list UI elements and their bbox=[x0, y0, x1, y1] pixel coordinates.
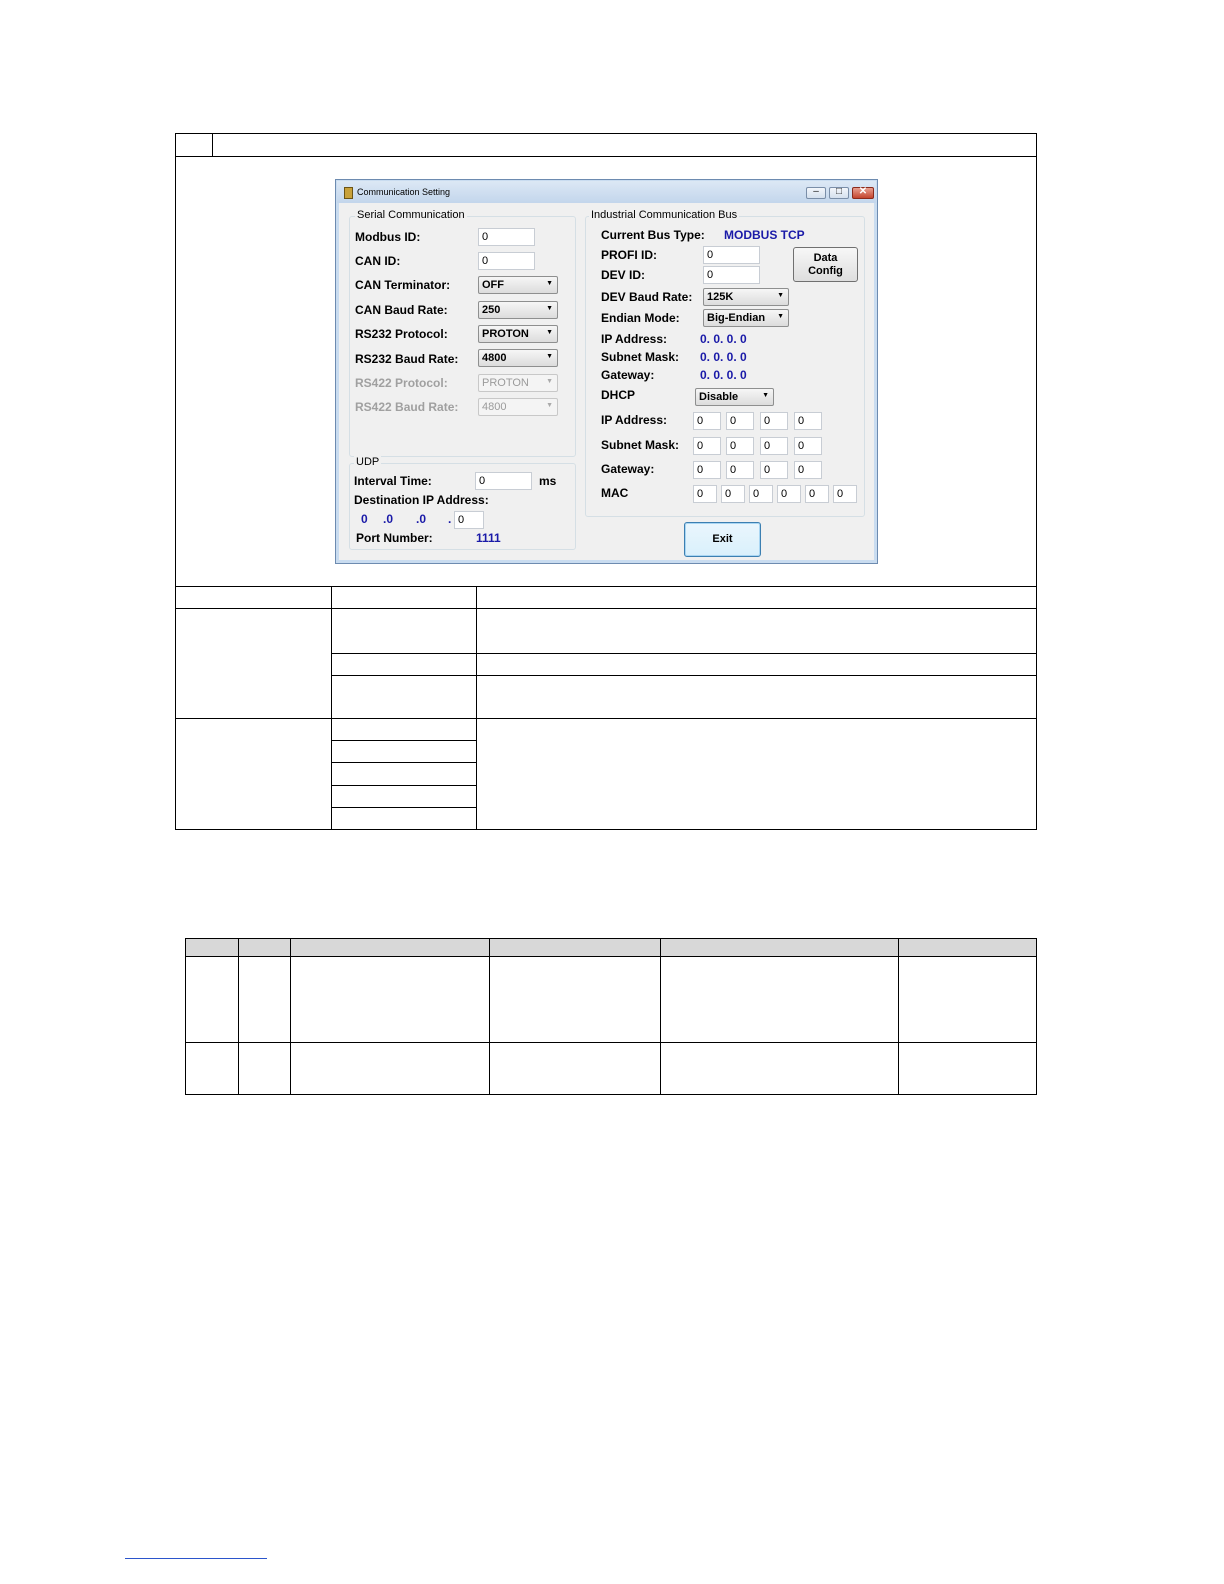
chevron-down-icon: ▼ bbox=[777, 313, 784, 320]
dest-ip-octet-4-input[interactable]: 0 bbox=[454, 511, 484, 529]
dev-id-label: DEV ID: bbox=[601, 268, 646, 282]
endian-mode-value: Big-Endian bbox=[707, 312, 766, 324]
rs422-protocol-value: PROTON bbox=[482, 377, 529, 389]
minimize-icon: – bbox=[813, 186, 819, 197]
footer-link-underline[interactable] bbox=[125, 1558, 267, 1559]
ip-octet-3-input[interactable]: 0 bbox=[760, 412, 788, 430]
dest-ip-dot: . bbox=[448, 512, 452, 526]
modbus-id-label: Modbus ID: bbox=[355, 230, 421, 244]
gateway-octet-2-input[interactable]: 0 bbox=[726, 461, 754, 479]
chevron-down-icon: ▼ bbox=[546, 378, 553, 385]
interval-time-label: Interval Time: bbox=[354, 474, 432, 488]
maximize-button[interactable] bbox=[829, 187, 849, 199]
endian-mode-select[interactable] bbox=[703, 309, 789, 327]
subnet-octet-3-input[interactable]: 0 bbox=[760, 437, 788, 455]
port-number-value: 1111 bbox=[476, 531, 501, 545]
mac-byte-6-input[interactable]: 0 bbox=[833, 485, 857, 503]
rs232-baud-rate-value: 4800 bbox=[482, 352, 507, 364]
ip-fields-label: IP Address: bbox=[601, 413, 668, 427]
subnet-octet-1-input[interactable]: 0 bbox=[693, 437, 721, 455]
port-number-label: Port Number: bbox=[356, 531, 433, 545]
can-baud-rate-label: CAN Baud Rate: bbox=[355, 303, 448, 317]
dest-ip-octet-3: .0 bbox=[416, 512, 427, 526]
chevron-down-icon: ▼ bbox=[777, 292, 784, 299]
gateway-octet-3-input[interactable]: 0 bbox=[760, 461, 788, 479]
serial-group-title: Serial Communication bbox=[357, 209, 465, 221]
gateway-value: 0. 0. 0. 0 bbox=[700, 368, 747, 382]
subnet-mask-value: 0. 0. 0. 0 bbox=[700, 350, 747, 364]
gateway-fields-label: Gateway: bbox=[601, 462, 655, 476]
dhcp-select[interactable] bbox=[695, 388, 774, 406]
rs232-baud-rate-label: RS232 Baud Rate: bbox=[355, 352, 459, 366]
rs422-protocol-select bbox=[478, 374, 558, 392]
mac-byte-4-input[interactable]: 0 bbox=[777, 485, 801, 503]
chevron-down-icon: ▼ bbox=[762, 392, 769, 399]
minimize-button[interactable] bbox=[806, 187, 826, 199]
rs422-baud-rate-label: RS422 Baud Rate: bbox=[355, 400, 459, 414]
dest-ip-octet-2: .0 bbox=[383, 512, 394, 526]
chevron-down-icon: ▼ bbox=[546, 353, 553, 360]
dev-baud-rate-label: DEV Baud Rate: bbox=[601, 290, 693, 304]
title-bar[interactable] bbox=[337, 181, 876, 203]
exit-button[interactable]: Exit bbox=[684, 522, 761, 557]
data-config-button[interactable] bbox=[793, 247, 858, 282]
profi-id-label: PROFI ID: bbox=[601, 248, 657, 262]
window-title: Communication Setting bbox=[357, 187, 451, 197]
ip-octet-1-input[interactable]: 0 bbox=[693, 412, 721, 430]
chevron-down-icon: ▼ bbox=[546, 329, 553, 336]
rs422-protocol-label: RS422 Protocol: bbox=[355, 376, 448, 390]
can-terminator-value: OFF bbox=[482, 279, 504, 291]
chevron-down-icon: ▼ bbox=[546, 280, 553, 287]
can-terminator-label: CAN Terminator: bbox=[355, 278, 451, 292]
mac-byte-3-input[interactable]: 0 bbox=[749, 485, 773, 503]
close-icon: ✕ bbox=[858, 186, 868, 197]
can-baud-rate-select[interactable] bbox=[478, 301, 558, 319]
mac-byte-1-input[interactable]: 0 bbox=[693, 485, 717, 503]
subnet-octet-4-input[interactable]: 0 bbox=[794, 437, 822, 455]
dev-baud-rate-select[interactable] bbox=[703, 288, 789, 306]
communication-setting-dialog bbox=[335, 179, 878, 564]
rs422-baud-rate-select bbox=[478, 398, 558, 416]
dest-ip-octet-1: 0 bbox=[361, 512, 368, 526]
mac-label: MAC bbox=[601, 486, 629, 500]
gateway-octet-1-input[interactable]: 0 bbox=[693, 461, 721, 479]
chevron-down-icon: ▼ bbox=[546, 402, 553, 409]
interval-unit: ms bbox=[539, 474, 557, 488]
gateway-octet-4-input[interactable]: 0 bbox=[794, 461, 822, 479]
ip-address-label: IP Address: bbox=[601, 332, 668, 346]
dhcp-label: DHCP bbox=[601, 388, 636, 402]
rs422-baud-rate-value: 4800 bbox=[482, 401, 507, 413]
data-config-line-1: Data bbox=[813, 252, 838, 264]
app-icon bbox=[344, 187, 353, 199]
dhcp-value: Disable bbox=[699, 391, 739, 403]
mac-byte-5-input[interactable]: 0 bbox=[805, 485, 829, 503]
udp-group-title: UDP bbox=[356, 456, 380, 468]
ip-octet-2-input[interactable]: 0 bbox=[726, 412, 754, 430]
subnet-octet-2-input[interactable]: 0 bbox=[726, 437, 754, 455]
bus-type-value: MODBUS TCP bbox=[724, 228, 805, 242]
chevron-down-icon: ▼ bbox=[546, 305, 553, 312]
rs232-protocol-value: PROTON bbox=[482, 328, 529, 340]
mac-byte-2-input[interactable]: 0 bbox=[721, 485, 745, 503]
endian-mode-label: Endian Mode: bbox=[601, 311, 680, 325]
bus-type-label: Current Bus Type: bbox=[601, 228, 705, 242]
rs232-baud-rate-select[interactable] bbox=[478, 349, 558, 367]
can-id-input[interactable]: 0 bbox=[478, 252, 535, 270]
ip-octet-4-input[interactable]: 0 bbox=[794, 412, 822, 430]
subnet-fields-label: Subnet Mask: bbox=[601, 438, 680, 452]
industrial-group-title: Industrial Communication Bus bbox=[591, 209, 738, 221]
maximize-icon: □ bbox=[835, 186, 843, 197]
dev-baud-rate-value: 125K bbox=[707, 291, 734, 303]
rs232-protocol-label: RS232 Protocol: bbox=[355, 327, 448, 341]
dev-id-input[interactable]: 0 bbox=[703, 266, 760, 284]
gateway-label: Gateway: bbox=[601, 368, 655, 382]
close-button[interactable] bbox=[852, 187, 874, 199]
can-terminator-select[interactable] bbox=[478, 276, 558, 294]
modbus-id-input[interactable]: 0 bbox=[478, 228, 535, 246]
rs232-protocol-select[interactable] bbox=[478, 325, 558, 343]
ip-address-value: 0. 0. 0. 0 bbox=[700, 332, 747, 346]
can-baud-rate-value: 250 bbox=[482, 304, 501, 316]
can-id-label: CAN ID: bbox=[355, 254, 401, 268]
interval-time-input[interactable]: 0 bbox=[475, 472, 532, 490]
subnet-mask-label: Subnet Mask: bbox=[601, 350, 680, 364]
profi-id-input[interactable]: 0 bbox=[703, 246, 760, 264]
destination-ip-label: Destination IP Address: bbox=[354, 493, 489, 507]
data-config-line-2: Config bbox=[808, 265, 843, 277]
